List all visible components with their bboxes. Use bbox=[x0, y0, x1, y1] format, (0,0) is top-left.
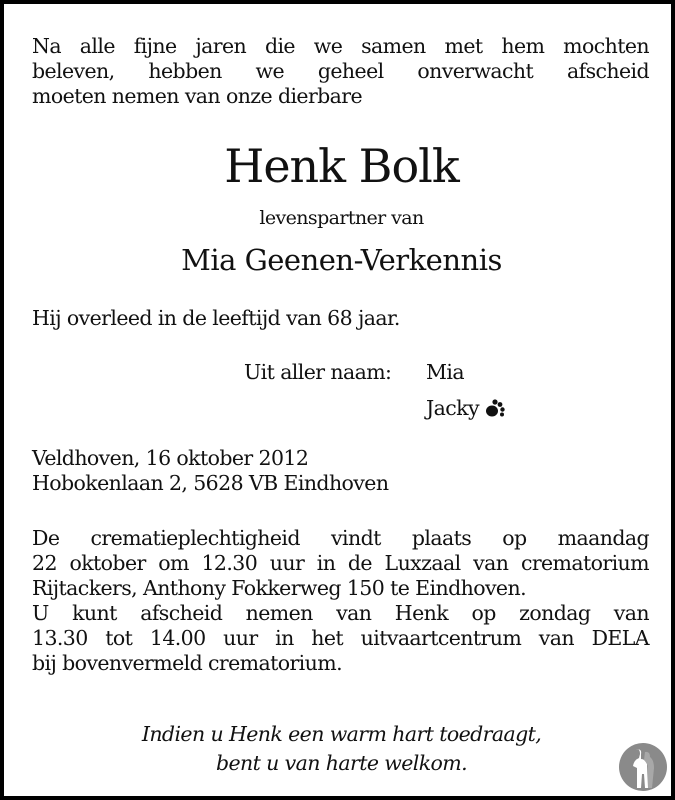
signer-name: Jacky bbox=[426, 396, 479, 420]
signer-name-with-pet bbox=[426, 396, 507, 421]
ceremony-line: 22 oktober om 12.30 uur in de Luxzaal van crematorium bbox=[32, 551, 649, 575]
intro-line: beleven, hebben we geheel onverwacht afscheid bbox=[32, 59, 649, 83]
embracing-figures-logo-icon bbox=[618, 742, 668, 792]
place-and-address bbox=[32, 446, 649, 496]
intro-paragraph bbox=[32, 34, 649, 109]
deceased-name: Henk Bolk bbox=[224, 139, 459, 193]
partner-name: Mia Geenen-Verkennis bbox=[181, 243, 502, 277]
paw-print-icon bbox=[483, 398, 507, 418]
address: Hobokenlaan 2, 5628 VB Eindhoven bbox=[32, 471, 389, 495]
closing-text bbox=[4, 720, 675, 778]
ceremony-line: Rijtackers, Anthony Fokkerweg 150 te Eindhoven. bbox=[32, 576, 526, 600]
age-statement: Hij overleed in de leeftijd van 68 jaar. bbox=[32, 306, 400, 330]
ceremony-line: 13.30 tot 14.00 uur in het uitvaartcentrum van DELA bbox=[32, 626, 649, 650]
place-date: Veldhoven, 16 oktober 2012 bbox=[32, 446, 309, 470]
ceremony-line: De crematieplechtigheid vindt plaats op maandag bbox=[32, 526, 649, 550]
ceremony-line: bij bovenvermeld crematorium. bbox=[32, 651, 342, 675]
intro-line: moeten nemen van onze dierbare bbox=[32, 84, 363, 108]
ceremony-line: U kunt afscheid nemen van Henk op zondag van bbox=[32, 601, 649, 625]
closing-line: Indien u Henk een warm hart toedraagt, bbox=[141, 722, 542, 746]
signature-label: Uit aller naam: bbox=[244, 360, 392, 384]
closing-line: bent u van harte welkom. bbox=[215, 751, 468, 775]
signer-name: Mia bbox=[426, 360, 464, 384]
relation-label: levenspartner van bbox=[259, 207, 424, 229]
ceremony-paragraph bbox=[32, 526, 649, 676]
intro-line: Na alle fijne jaren die we samen met hem mochten bbox=[32, 34, 649, 58]
